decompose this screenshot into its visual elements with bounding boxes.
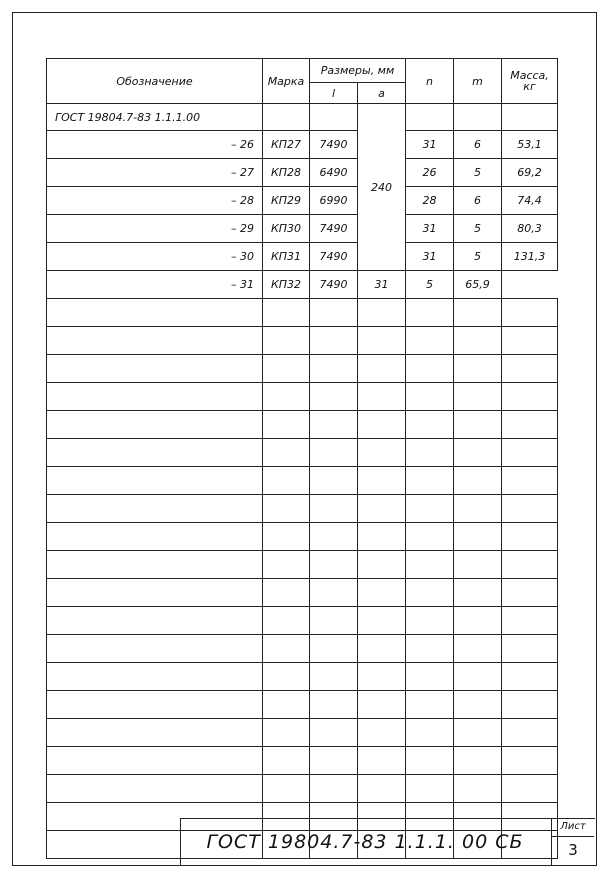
row-length: 7490 [310,271,358,299]
row-length: 7490 [310,243,358,271]
empty-row [47,635,558,663]
gost-reference: ГОСТ 19804.7-83 1.1.1.00 [47,104,263,131]
row-n: 26 [406,159,454,187]
row-designation: – 30 [47,243,263,271]
header-row [47,59,558,83]
row-length: 6990 [310,187,358,215]
row-length: 7490 [310,131,358,159]
table-row [47,271,558,299]
table-row [47,131,558,159]
empty-row [47,691,558,719]
header-a: a [358,83,406,104]
row-length: 7490 [310,215,358,243]
empty-row [47,523,558,551]
empty-row [47,663,558,691]
row-mark: КП30 [263,215,310,243]
row-designation: – 29 [47,215,263,243]
row-mass: 69,2 [502,159,558,187]
row-mark: КП29 [263,187,310,215]
row-mass: 80,3 [502,215,558,243]
empty-row [47,495,558,523]
empty-row [47,747,558,775]
empty-row [47,775,558,803]
header-mass [502,59,558,104]
row-mass: 65,9 [454,271,502,299]
row-n: 31 [358,271,406,299]
row-n: 31 [406,131,454,159]
row-m: 6 [454,187,502,215]
header-mass-label: Масса, [510,69,549,82]
row-m: 5 [406,271,454,299]
empty-row [47,467,558,495]
table-row [47,159,558,187]
row-mass: 131,3 [502,243,558,271]
empty-row [47,439,558,467]
header-n: n [406,59,454,104]
empty-row [47,551,558,579]
sheet-box [551,819,595,865]
a-value: 240 [358,104,406,271]
row-n: 31 [406,243,454,271]
table-row [47,187,558,215]
document-code: ГОСТ 19804.7-83 1.1.1. 00 СБ [206,831,524,853]
header-mark: Марка [263,59,310,104]
header-mass-unit: кг [523,80,536,93]
header-l: l [310,83,358,104]
header-dimensions: Размеры, мм [310,59,406,83]
row-n: 31 [406,215,454,243]
header-designation: Обозначение [47,59,263,104]
row-designation: – 31 [47,271,263,299]
sheet-number: 3 [568,841,578,859]
empty-row [47,355,558,383]
row-mark: КП31 [263,243,310,271]
empty-row [47,719,558,747]
empty-row [47,411,558,439]
row-designation: – 28 [47,187,263,215]
title-block [180,818,595,866]
empty-row [47,579,558,607]
row-m: 5 [454,215,502,243]
row-m: 6 [454,131,502,159]
row-mass: 74,4 [502,187,558,215]
row-designation: – 26 [47,131,263,159]
row-mark: КП28 [263,159,310,187]
specification-table [46,58,558,859]
row-mark: КП32 [263,271,310,299]
sheet-label: Лист [552,820,594,837]
row-m: 5 [454,159,502,187]
header-m: m [454,59,502,104]
row-designation: – 27 [47,159,263,187]
gost-row [47,104,558,131]
empty-row [47,607,558,635]
table-row [47,243,558,271]
table-row [47,215,558,243]
row-mass: 53,1 [502,131,558,159]
row-length: 6490 [310,159,358,187]
row-n: 28 [406,187,454,215]
row-m: 5 [454,243,502,271]
row-mark: КП27 [263,131,310,159]
empty-row [47,383,558,411]
empty-row [47,299,558,327]
empty-row [47,327,558,355]
